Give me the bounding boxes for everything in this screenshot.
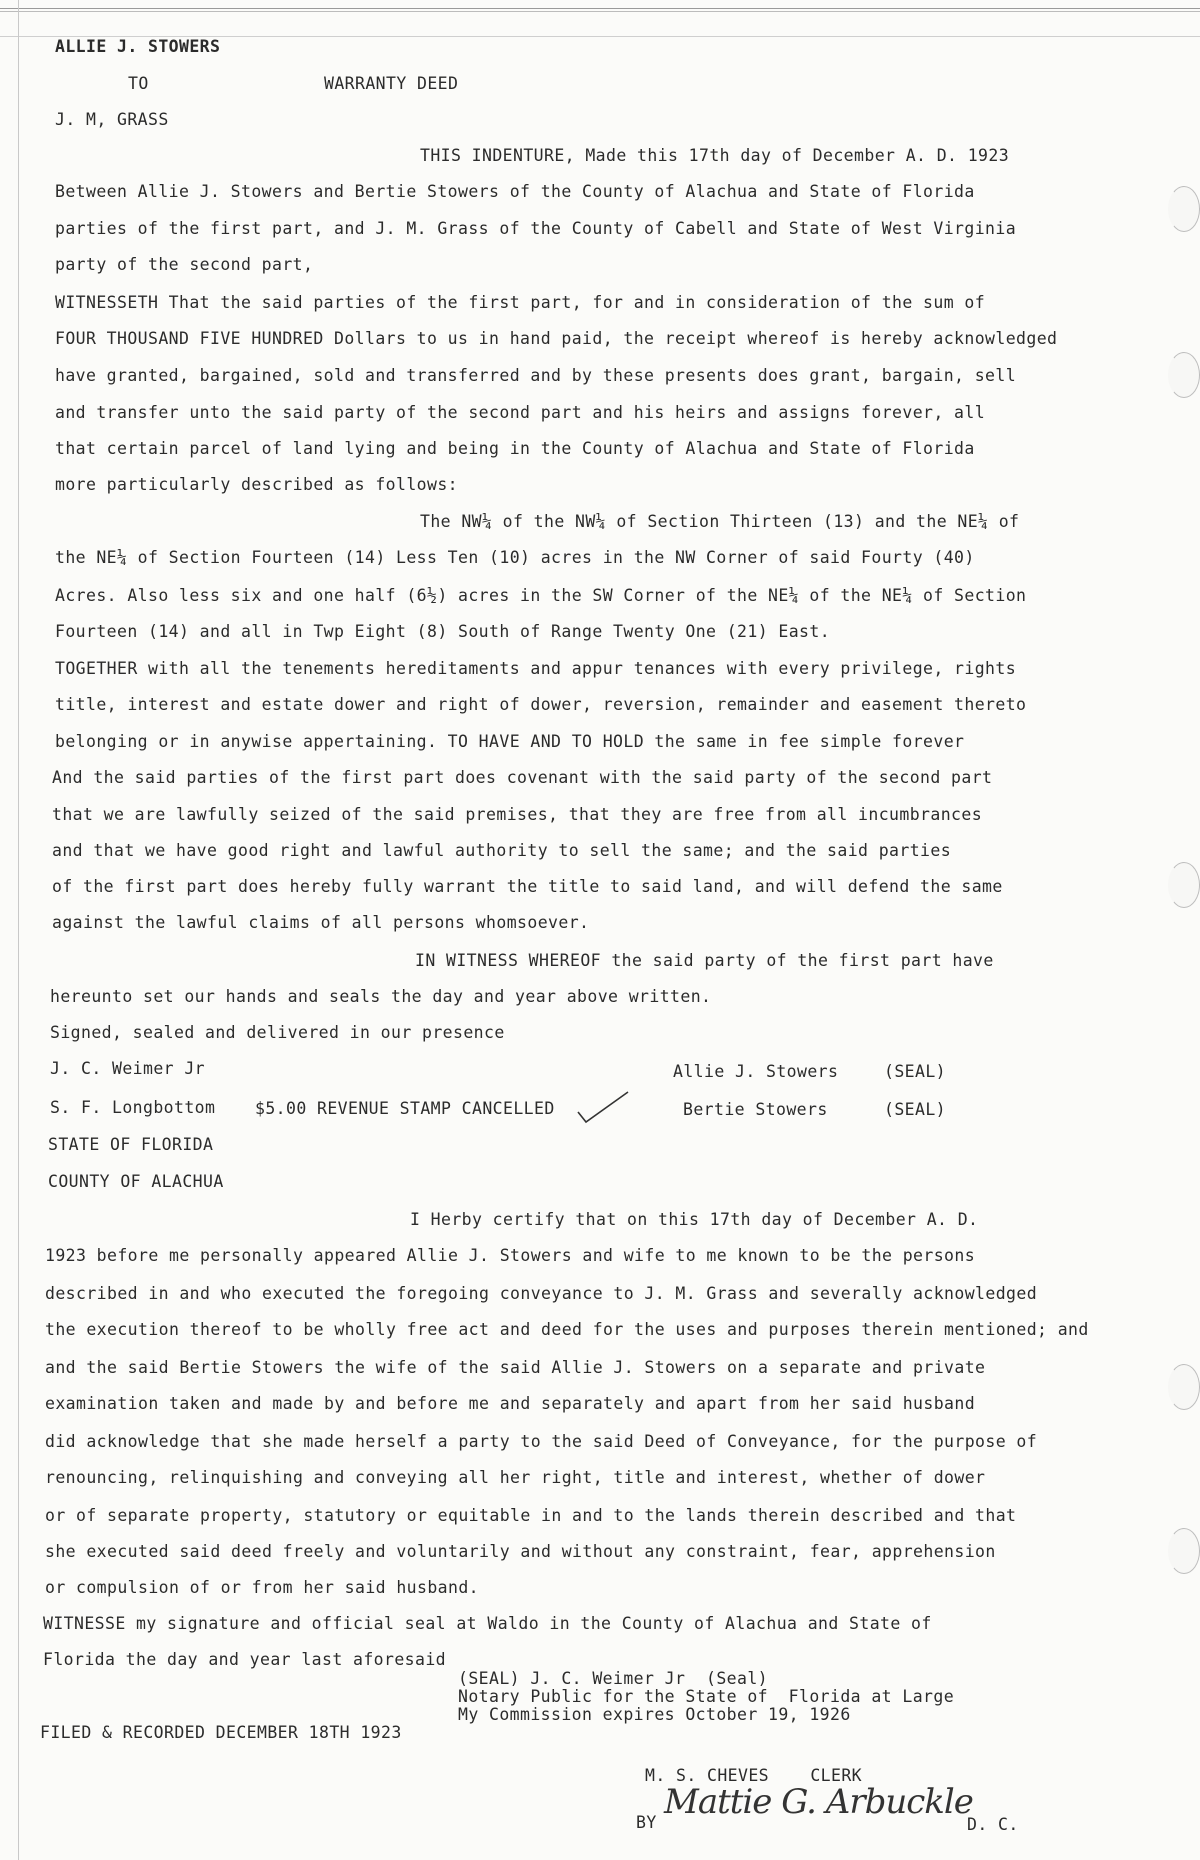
seal-2: (SEAL) [884,1100,947,1119]
deputy-clerk-label: D. C. [967,1815,1019,1834]
venue-county: COUNTY OF ALACHUA [48,1172,224,1191]
signer-1: Allie J. Stowers [673,1062,839,1081]
body-line: TOGETHER with all the tenements hereditaments and appur tenances with every privilege, rights [55,659,1017,678]
body-line: have granted, bargained, sold and transferred and by these presents does grant, bargain, sell [55,366,1017,385]
body-line: FOUR THOUSAND FIVE HUNDRED Dollars to us in hand paid, the receipt whereof is hereby acknowledged [55,329,1058,348]
body-line: parties of the first part, and J. M. Grass of the County of Cabell and State of West Virginia [55,219,1017,238]
notary-title: Notary Public for the State of Florida at Large [458,1687,955,1706]
body-line: that certain parcel of land lying and being in the County of Alachua and State of Florida [55,439,975,458]
punch-hole [1168,352,1200,398]
body-line: Between Allie J. Stowers and Bertie Stowers of the County of Alachua and State of Florida [55,182,975,201]
left-margin-rule [18,0,19,1860]
grantee-name: J. M, GRASS [55,110,169,129]
check-mark-icon [574,1088,632,1128]
witness-2: S. F. Longbottom [50,1098,216,1117]
certificate-line: the execution thereof to be wholly free act and deed for the uses and purposes therein mentioned; and [45,1320,1089,1339]
body-line: THIS INDENTURE, Made this 17th day of December A. D. 1923 [420,146,1010,165]
seal-1: (SEAL) [884,1062,947,1081]
body-line: hereunto set our hands and seals the day and year above written. [50,987,712,1006]
body-line: more particularly described as follows: [55,475,459,494]
grantor-name: ALLIE J. STOWERS [55,37,221,56]
deed-title: WARRANTY DEED [324,74,459,93]
filed-recorded: FILED & RECORDED DECEMBER 18TH 1923 [40,1723,402,1742]
deputy-clerk-signature: Mattie G. Arbuckle [664,1782,973,1822]
legal-description-line: The NW¼ of the NW¼ of Section Thirteen (13) and the NE¼ of [420,512,1020,531]
legal-description-line: Acres. Also less six and one half (6½) acres in the SW Corner of the NE¼ of the NE¼ of Section [55,586,1027,605]
notary-commission: My Commission expires October 19, 1926 [458,1705,851,1724]
body-line: of the first part does hereby fully warrant the title to said land, and will defend the same [52,877,1003,896]
certificate-line: Florida the day and year last aforesaid [43,1650,447,1669]
body-line: title, interest and estate dower and right of dower, reversion, remainder and easement thereto [55,695,1027,714]
body-line: WITNESSETH That the said parties of the first part, for and in consideration of the sum of [55,293,986,312]
by-label: BY [636,1813,657,1832]
certificate-line: I Herby certify that on this 17th day of December A. D. [410,1210,979,1229]
body-line: belonging or in anywise appertaining. TO HAVE AND TO HOLD the same in fee simple forever [55,732,965,751]
certificate-line: examination taken and made by and before me and separately and apart from her said husband [45,1394,976,1413]
legal-description-line: the NE¼ of Section Fourteen (14) Less Ten (10) acres in the NW Corner of said Fourty (40) [55,548,975,567]
punch-hole [1168,186,1200,232]
body-line: against the lawful claims of all persons whomsoever. [52,913,590,932]
body-line: IN WITNESS WHEREOF the said party of the first part have [415,951,994,970]
certificate-line: and the said Bertie Stowers the wife of the said Allie J. Stowers on a separate and private [45,1358,986,1377]
body-line: and that we have good right and lawful authority to sell the same; and the said parties [52,841,952,860]
certificate-line: WITNESSE my signature and official seal at Waldo in the County of Alachua and State of [43,1614,932,1633]
body-line: that we are lawfully seized of the said premises, that they are free from all incumbrances [52,805,983,824]
certificate-line: or of separate property, statutory or equitable in and to the lands therein described and that [45,1506,1017,1525]
clerk-name: M. S. CHEVES CLERK [645,1766,863,1785]
certificate-line: described in and who executed the foregoing conveyance to J. M. Grass and severally acknowledged [45,1284,1038,1303]
punch-hole [1168,862,1200,908]
punch-hole [1168,1364,1200,1410]
certificate-line: 1923 before me personally appeared Allie J. Stowers and wife to me known to be the persons [45,1246,976,1265]
signer-2: Bertie Stowers [683,1100,828,1119]
body-line: party of the second part, [55,255,314,274]
notary-signature-line: (SEAL) J. C. Weimer Jr (Seal) [458,1669,769,1688]
to-label: TO [128,74,149,93]
revenue-stamp-note: $5.00 REVENUE STAMP CANCELLED [255,1099,555,1118]
legal-description-line: Fourteen (14) and all in Twp Eight (8) South of Range Twenty One (21) East. [55,622,831,641]
certificate-line: she executed said deed freely and voluntarily and without any constraint, fear, apprehension [45,1542,996,1561]
certificate-line: renouncing, relinquishing and conveying all her right, title and interest, whether of dower [45,1468,986,1487]
body-line: and transfer unto the said party of the second part and his heirs and assigns forever, all [55,403,986,422]
body-line: Signed, sealed and delivered in our presence [50,1023,505,1042]
top-rule-2 [0,11,1200,12]
top-rule [0,8,1200,9]
witness-1: J. C. Weimer Jr [50,1059,206,1078]
venue-state: STATE OF FLORIDA [48,1135,214,1154]
body-line: And the said parties of the first part does covenant with the said party of the second part [52,768,993,787]
punch-hole [1168,1528,1200,1574]
certificate-line: or compulsion of or from her said husband. [45,1578,480,1597]
certificate-line: did acknowledge that she made herself a party to the said Deed of Conveyance, for the purpose of [45,1432,1038,1451]
